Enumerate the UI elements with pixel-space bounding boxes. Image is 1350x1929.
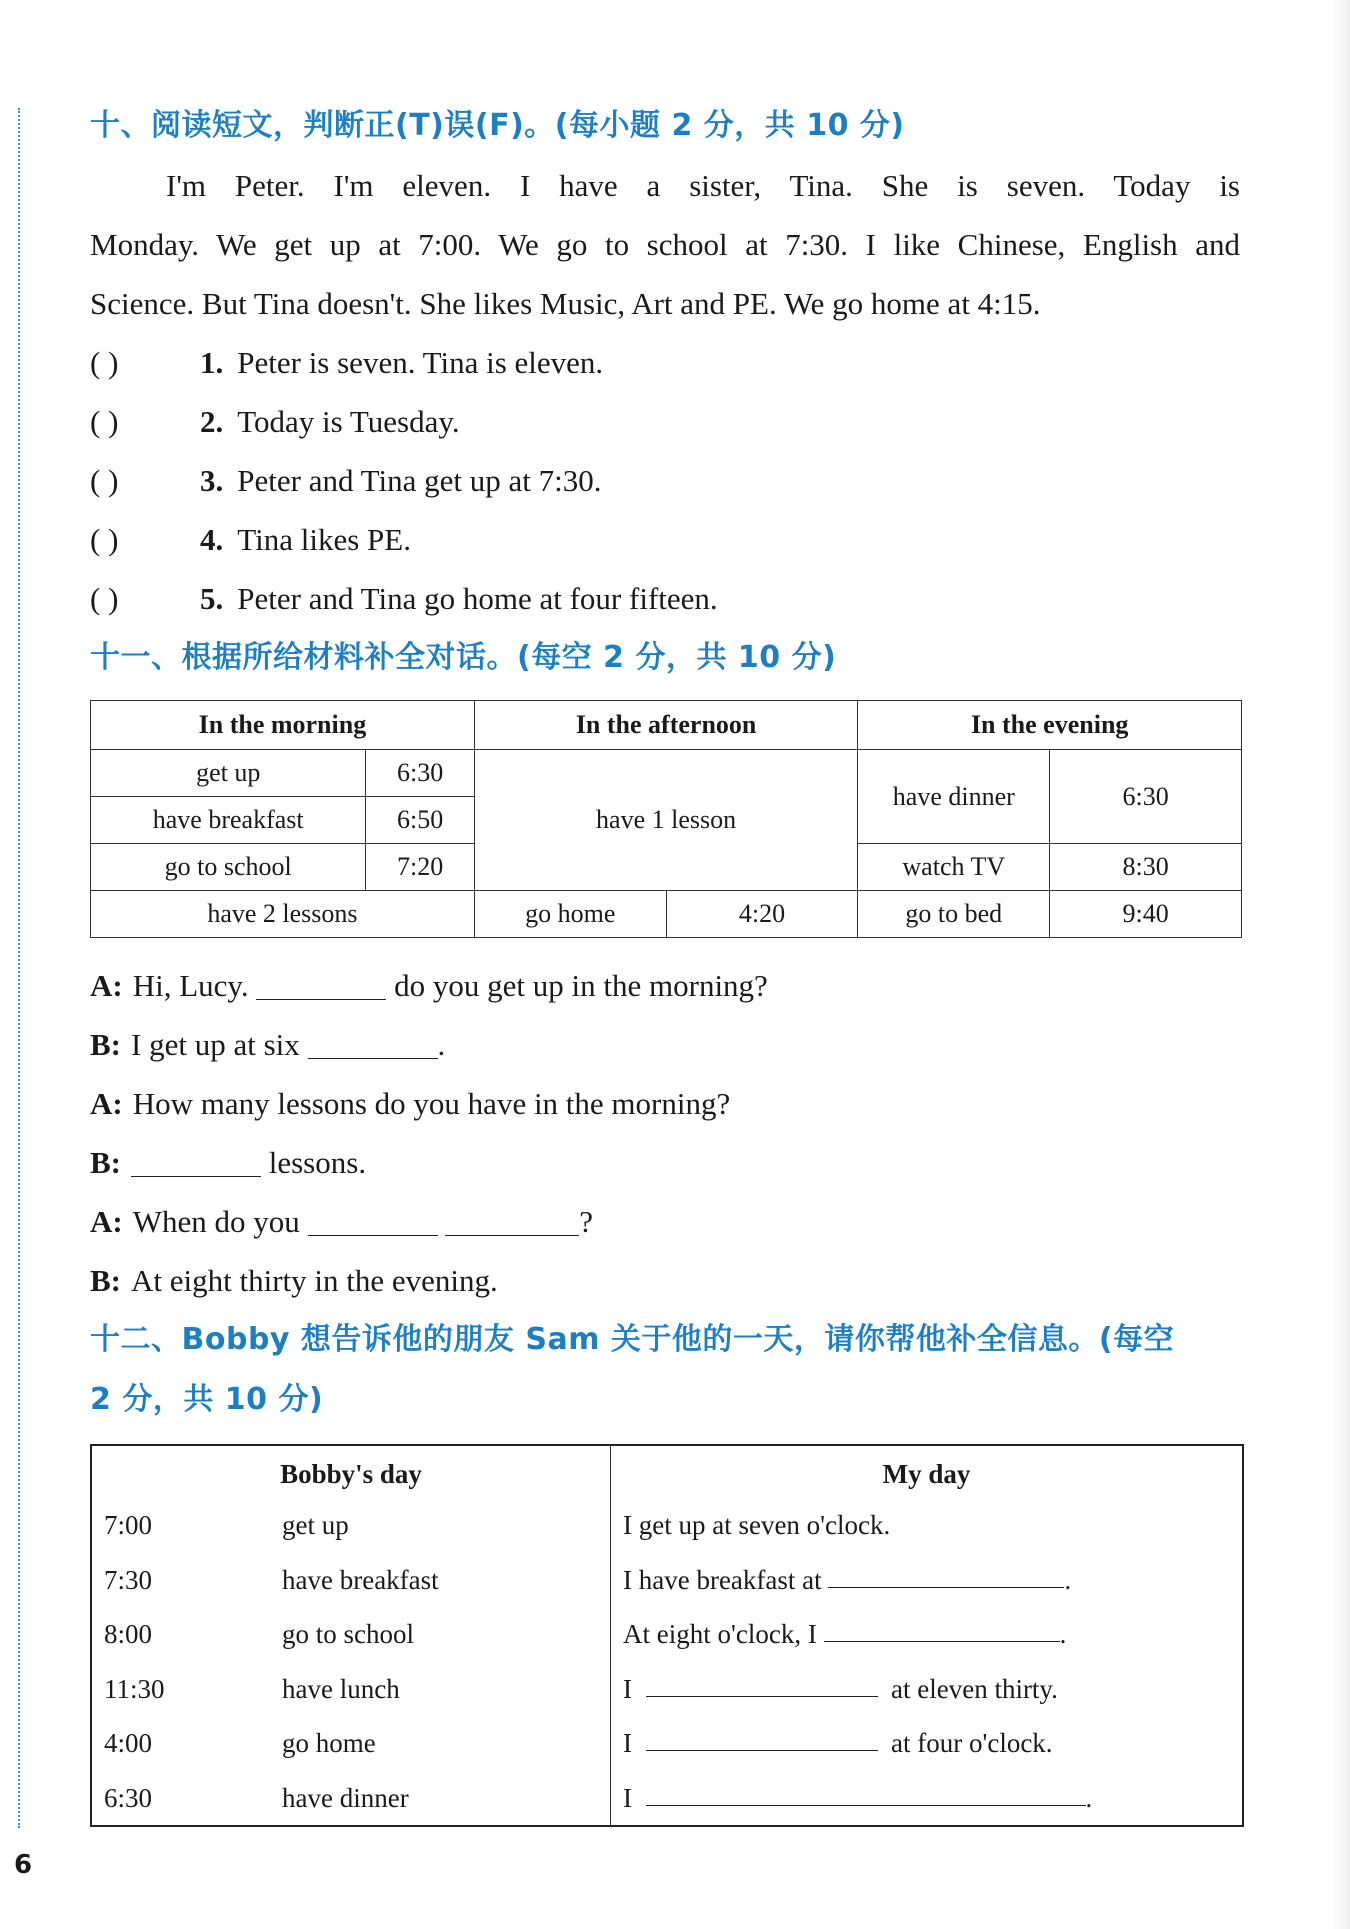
my-day-column — [611, 1445, 1244, 1826]
row-time: 11:30 — [104, 1673, 165, 1704]
bobby-row — [92, 1716, 610, 1771]
row-time: 8:00 — [104, 1619, 153, 1649]
item-number: 1. — [200, 345, 224, 380]
evening-time: 9:40 — [1050, 891, 1242, 938]
dialogue-text: How many lessons do you have in the morning? — [132, 1086, 731, 1121]
morning-time: 6:30 — [366, 750, 474, 797]
answer-blank[interactable] — [646, 1771, 1086, 1806]
header-evening: In the evening — [858, 701, 1242, 750]
bobby-row — [92, 1553, 610, 1608]
my-day-text: . — [1085, 1782, 1093, 1813]
answer-blank[interactable] — [308, 1199, 438, 1236]
row-activity: have breakfast — [282, 1564, 439, 1595]
answer-paren[interactable]: ( ) — [90, 463, 119, 498]
true-false-list — [90, 333, 1240, 628]
schedule-table — [90, 700, 1242, 938]
evening-activity: go to bed — [858, 891, 1050, 938]
section-12-title — [90, 1310, 1240, 1430]
afternoon-time: 4:20 — [666, 891, 858, 938]
speaker: A: — [90, 968, 123, 1003]
my-day-text: at eleven thirty. — [891, 1673, 1058, 1704]
my-day-text: I get up at seven o'clock. — [623, 1510, 891, 1540]
row-activity: go to school — [282, 1619, 414, 1649]
item-statement: Today is Tuesday. — [237, 404, 460, 439]
item-statement: Tina likes PE. — [237, 522, 411, 557]
my-day-text: I — [623, 1728, 632, 1758]
dialogue-text: . — [437, 1027, 446, 1062]
page-edge-shadow — [1332, 0, 1350, 1929]
section-12-title-line-2: 2 分，共 10 分) — [90, 1382, 324, 1417]
morning-activity: have breakfast — [91, 797, 366, 844]
my-day-text: I — [623, 1782, 632, 1813]
answer-paren[interactable]: ( ) — [90, 404, 119, 439]
dialogue-text: When do you — [132, 1204, 300, 1239]
answer-paren[interactable]: ( ) — [90, 345, 119, 380]
tf-item — [90, 451, 1240, 510]
item-number: 4. — [200, 522, 224, 557]
header-morning: In the morning — [91, 701, 475, 750]
page-number: 6 — [14, 1850, 33, 1880]
speaker: B: — [90, 1263, 121, 1298]
item-number: 2. — [200, 404, 224, 439]
dialogue-line — [90, 1074, 1240, 1133]
dialogue-text: do you get up in the morning? — [394, 968, 768, 1003]
speaker: A: — [90, 1086, 123, 1121]
dialogue-text: ? — [579, 1204, 594, 1239]
tf-item — [90, 569, 1240, 628]
my-day-row — [611, 1662, 1242, 1717]
answer-paren[interactable]: ( ) — [90, 581, 119, 616]
row-time: 7:30 — [104, 1564, 153, 1595]
section-11-title: 十一、根据所给材料补全对话。(每空 2 分，共 10 分) — [90, 640, 837, 675]
my-day-header: My day — [882, 1459, 971, 1489]
tf-item — [90, 510, 1240, 569]
bobby-row — [92, 1607, 610, 1662]
answer-blank[interactable] — [445, 1199, 579, 1236]
item-statement: Peter and Tina get up at 7:30. — [237, 463, 602, 498]
evening-time: 8:30 — [1050, 844, 1242, 891]
dialogue-line — [90, 1192, 1240, 1251]
answer-blank[interactable] — [131, 1140, 261, 1177]
my-day-text: . — [1064, 1564, 1072, 1595]
row-activity: have dinner — [282, 1782, 409, 1813]
morning-time: 6:50 — [366, 797, 474, 844]
passage-line-3: Science. But Tina doesn't. She likes Music, Art and PE. We go home at 4:15. — [90, 286, 1041, 321]
morning-lessons: have 2 lessons — [91, 891, 475, 938]
row-activity: get up — [282, 1510, 349, 1540]
evening-activity: watch TV — [858, 844, 1050, 891]
my-day-row — [611, 1607, 1242, 1662]
afternoon-activity: go home — [474, 891, 666, 938]
answer-blank[interactable] — [646, 1716, 878, 1751]
item-statement: Peter is seven. Tina is eleven. — [237, 345, 604, 380]
bobby-row — [92, 1771, 610, 1826]
row-time: 6:30 — [104, 1782, 153, 1813]
my-day-row — [611, 1498, 1242, 1553]
dialogue-line — [90, 956, 1240, 1015]
my-day-text: I — [623, 1673, 632, 1704]
reading-passage — [90, 156, 1240, 333]
answer-blank[interactable] — [646, 1662, 878, 1697]
my-day-row — [611, 1771, 1242, 1826]
dialogue-text: lessons. — [268, 1145, 367, 1180]
speaker: B: — [90, 1027, 121, 1062]
item-number: 3. — [200, 463, 224, 498]
my-day-row — [611, 1553, 1242, 1608]
answer-blank[interactable] — [256, 963, 386, 1000]
speaker: A: — [90, 1204, 123, 1239]
my-day-text: . — [1059, 1619, 1067, 1649]
dialogue-line — [90, 1251, 1240, 1310]
item-number: 5. — [200, 581, 224, 616]
my-day-row — [611, 1716, 1242, 1771]
bobby-day-column — [91, 1445, 611, 1826]
bobby-row — [92, 1662, 610, 1717]
answer-paren[interactable]: ( ) — [90, 522, 119, 557]
tf-item — [90, 333, 1240, 392]
section-10-title: 十、阅读短文，判断正(T)误(F)。(每小题 2 分，共 10 分) — [90, 108, 905, 143]
bobby-day-header: Bobby's day — [280, 1459, 422, 1489]
my-day-text: at four o'clock. — [891, 1728, 1053, 1758]
evening-activity: have dinner — [858, 750, 1050, 844]
evening-time: 6:30 — [1050, 750, 1242, 844]
morning-activity: get up — [91, 750, 366, 797]
morning-activity: go to school — [91, 844, 366, 891]
row-time: 4:00 — [104, 1728, 153, 1758]
speaker: B: — [90, 1145, 121, 1180]
passage-line-1: I'm Peter. I'm eleven. I have a sister, Tina. She is seven. Today is — [166, 168, 1240, 203]
dialogue-line — [90, 1015, 1240, 1074]
passage-line-2: Monday. We get up at 7:00. We go to school at 7:30. I like Chinese, English and — [90, 227, 1240, 262]
bobby-day-table — [90, 1444, 1244, 1827]
row-activity: go home — [282, 1728, 376, 1758]
row-time: 7:00 — [104, 1510, 153, 1540]
dialogue-text: I get up at six — [131, 1027, 300, 1062]
answer-blank[interactable] — [308, 1022, 438, 1059]
dialogue-text: Hi, Lucy. — [132, 968, 249, 1003]
row-activity: have lunch — [282, 1673, 400, 1704]
afternoon-lesson: have 1 lesson — [474, 750, 858, 891]
section-12-title-line-1: 十二、Bobby 想告诉他的朋友 Sam 关于他的一天，请你帮他补全信息。(每空 — [90, 1322, 1175, 1357]
worksheet-content — [90, 96, 1240, 1827]
dialogue-text: At eight thirty in the evening. — [131, 1263, 498, 1298]
dialogue-line — [90, 1133, 1240, 1192]
my-day-text: I have breakfast at — [623, 1564, 822, 1595]
answer-blank[interactable] — [828, 1553, 1064, 1588]
answer-blank[interactable] — [824, 1607, 1060, 1642]
item-statement: Peter and Tina go home at four fifteen. — [237, 581, 718, 616]
tf-item — [90, 392, 1240, 451]
bobby-row — [92, 1498, 610, 1553]
dialogue — [90, 956, 1240, 1310]
margin-dotted-line — [18, 108, 20, 1828]
morning-time: 7:20 — [366, 844, 474, 891]
my-day-text: At eight o'clock, I — [623, 1619, 817, 1649]
header-afternoon: In the afternoon — [474, 701, 858, 750]
